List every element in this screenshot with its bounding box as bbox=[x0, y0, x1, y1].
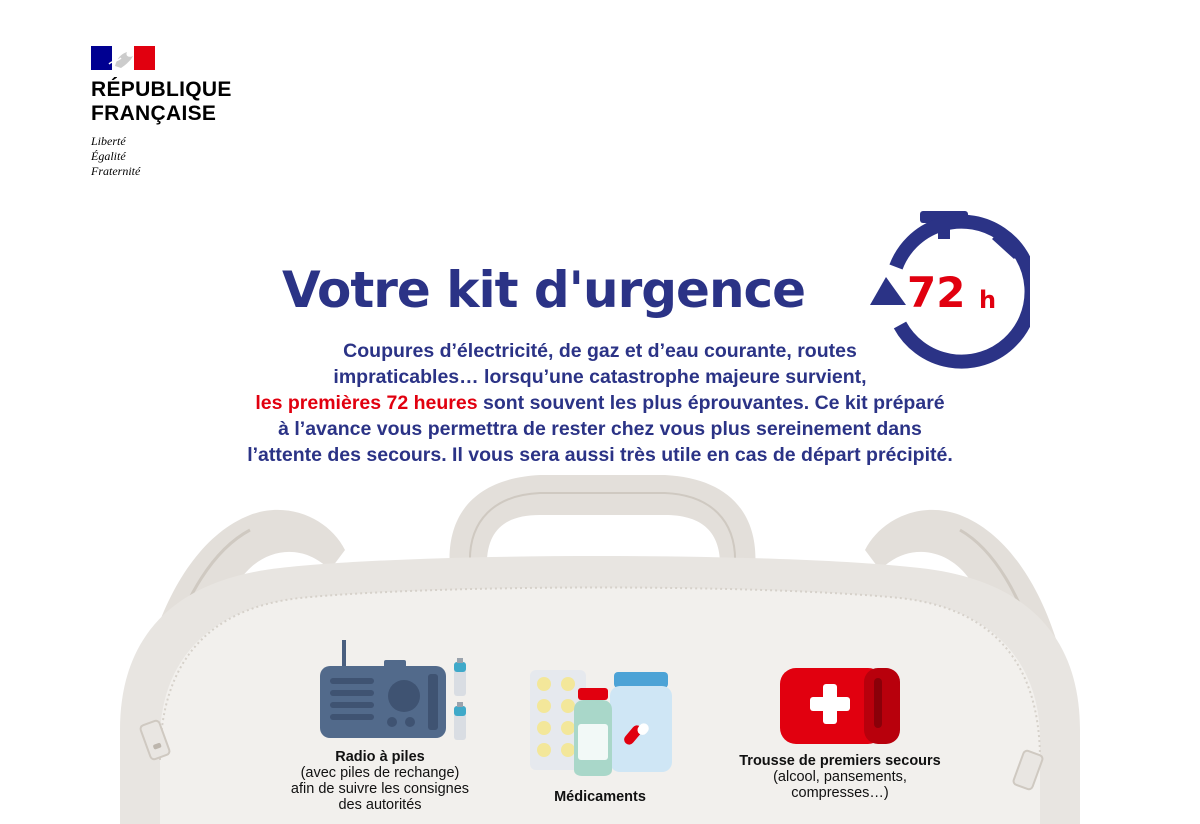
intro-line-3 bbox=[200, 390, 1000, 416]
intro-paragraph bbox=[200, 338, 1000, 468]
intro-line-5: l’attente des secours. Il vous sera aussi très utile en cas de départ précipité. bbox=[247, 444, 953, 466]
first-aid-kit-detail-1: (alcool, pansements, bbox=[773, 769, 907, 785]
motto-egalite: Égalité bbox=[91, 149, 126, 163]
motto bbox=[91, 134, 261, 179]
logo-line-1: RÉPUBLIQUE bbox=[91, 78, 232, 101]
first-aid-kit-icon bbox=[778, 664, 902, 746]
radio-label bbox=[260, 749, 500, 813]
radio-detail-1: (avec piles de rechange) bbox=[300, 765, 460, 781]
radio-detail-2: afin de suivre les consignes bbox=[290, 781, 470, 797]
marianne-flag-icon bbox=[91, 46, 155, 70]
motto-liberte: Liberté bbox=[91, 134, 126, 148]
radio-name: Radio à piles bbox=[335, 749, 425, 765]
first-aid-kit-detail-2: compresses…) bbox=[791, 785, 889, 801]
stopwatch-number: 72 bbox=[907, 268, 966, 317]
intro-line-1: Coupures d’électricité, de gaz et d’eau courante, routes bbox=[343, 340, 857, 362]
intro-highlight: les premières 72 heures bbox=[255, 392, 478, 414]
first-aid-kit-label bbox=[720, 753, 960, 801]
intro-line-2: impraticables… lorsqu’une catastrophe majeure survient, bbox=[333, 366, 867, 388]
republique-francaise-logo bbox=[91, 46, 261, 179]
radio-icon bbox=[318, 640, 470, 742]
first-aid-kit-name: Trousse de premiers secours bbox=[739, 753, 941, 769]
medicine-name: Médicaments bbox=[554, 789, 646, 805]
page-title: Votre kit d'urgence bbox=[282, 261, 806, 319]
medicine-label bbox=[520, 789, 680, 805]
motto-fraternite: Fraternité bbox=[91, 164, 141, 178]
intro-line-4: à l’avance vous permettra de rester chez vous plus sereinement dans bbox=[278, 418, 922, 440]
radio-detail-3: des autorités bbox=[338, 797, 422, 813]
medicine-icon bbox=[528, 668, 678, 780]
intro-line-3-rest: sont souvent les plus éprouvantes. Ce kit préparé bbox=[477, 392, 945, 414]
stopwatch-unit: h bbox=[979, 286, 997, 314]
logo-line-2: FRANÇAISE bbox=[91, 102, 217, 125]
